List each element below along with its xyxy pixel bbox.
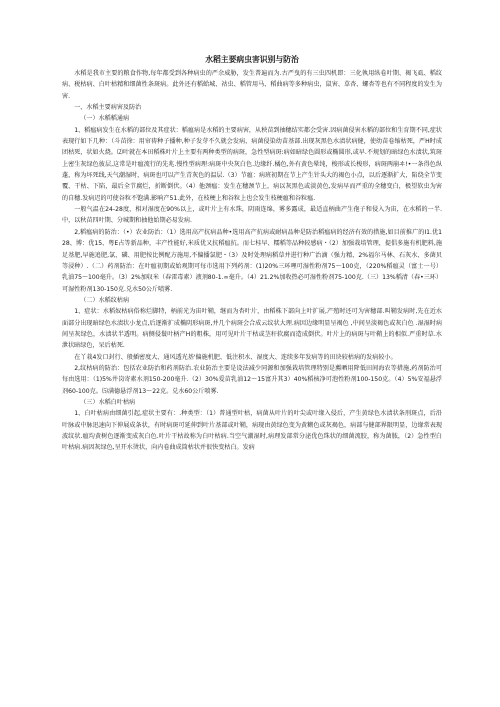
section-heading: 一、水稻主要病害及防治	[74, 104, 142, 112]
body-paragraph: 1、症状：水稻奴枯病俗称烂脚特，柄前光为宙叶鞘，继而为杏叶片，由稻株下部向上叶扩展,产殖时还可为害穗部.叫鞘发病时,先在近水面部分出现暗绿色水渍状小龙点,后逐渐扩成椭阴形病斑,并几个病斑会合成云纹状大理.病因边缘明显呈褐色 ,中间呈淡褐色或灰白色 .湿湿时病间呈灰绿色，水渍状半透明。病侧侵鬟叶柄产H的粗株，用可见叶片干枯或茎秆软腐而造成倒伏。叶片上的病斑与叶鞘上的相似.严重时草.水泄状暗绿色，呆后枯死.	[62, 308, 442, 350]
body-paragraph: 2,纹枯病的防治：包括农业防治和药剂防治.农业防治主要是设法减少同源和加强栽培管理特别是薦晒用降低田间海农等措施,药剂防治可每由选用：（1)5%井岗寄素水剂150-200毫升.（2）30%爱苗乳油12～15富升其3）40%稻核净可泡性粉剂100-150克。（4）5%安福悬浮剂60-100克。⑸满德悬浮剂13～22克。兑水60公斤喷雾.	[62, 364, 442, 395]
subsection-heading: （三）水稻白叶枯病	[80, 398, 136, 406]
subsection-heading: （一）水稻稻通病	[80, 115, 130, 123]
intro-paragraph: 水稻是我市主要的粮食作物,每年都受到各种病虫的严余威胁，发生普遍而为.古严曳的有三虫四机即：三化執用纵卷叶期、褐飞虱、稻纹病、税枯病、白叶枯精和细菌性条斑病。此外还有稻蛤城、祜虫、稻管用马、稻曲病等多种病虫，鼠害、草杏、螺杏等也有不同程度的发生为害.	[62, 70, 442, 100]
subsection-heading: （二）水稻纹枯病	[80, 296, 130, 304]
body-paragraph: 在丫栽4发口封行、般插密度大、通风透光基'偏施机肥、低注积水、湿度大、连续多年发病等的田块较枯病的发病较小。	[74, 353, 397, 361]
body-paragraph: 1、稻瘟病发生在水稻的部位及其症状：稻瘟病是水稻的主要病害，从秧苗到抽穗结实都会受害.因病菌侵害水稻的部位和生育期不同,症状表现行如下几种：（斗苗徐：用帘祷种子播种,种子发芽不久就会发病，病菌侵染幼苗基部.出现灰黑色水渍状病健，使幼苗卷缩枯死，严H时成团枯死，状如火烧。⑵叶就在本田稻株叶片上主要有两种类型的病斑，急性型病斑:病如暗绿色圆形或椭圆形,或早.不规划的暗绿色水渍状,筑斑上密生灰绿色彼层,这常是叶瘟流行的先兆.慢性型病理:病斑中央灰白色.边缘纤.橘色,外有黄色晕纯，梭形或长梭形，病斑两崩ヰ!•一条得色纵蓬，称为坏死线,天气潮湿时，病斑也可以产生青灰色的温层.（3）节瘟：病班初期在节上产生针头大的褐色小点，以后逐渐扩大，陷绕全节变覆、干枯、下陷，最后全节腐烂，折断倒伏。（4）他颈瘟：发生在穗颈节上，病以灰黑色或淡黄色,发病早而严重的全穗变白，极望软虫为害的自穗.发病迟的可使谷粒不饱满.影响产51.此外，在枝梗上和谷粒上也会发生枝梗瘟和谷粒瘟.	[62, 126, 442, 202]
body-paragraph: 2,稻瘟病的防治：（•）农业防治：（1）选用高产抗病品种•选用高产抗病或耐病品种是防治稻瘟病的经济有效的措施,如目前推广的I1.优128、博：优15、粤E占等新品种，丰产性能好,米质优又抗稻瘟抗。而七桂早、糯稻等品种较感病・（2）加强栽培管理，提倡多施有机肥料,施足基肥,早施追肥,氯、磷、用肥按比例配方施用,不偏播氯肥・（3）及时处理病稻草并进行种广治滴（强力精、2%福尔马林、石灰水、多菌贝等浸种）.（二）药剂防治：在叶瘟初期或始观期可每市选用下列药剂：(1)20%三环哩可湿性粉剂75～100克，（220%稻瘟灵（富士一号）乳油75～100毫升。（3）2%加収米（春雷毒素）液剂80-1.∞毫升。（4）21.2%加收热必可湿性粉剂75-100克.（三）13%稻清（春•三环）可湿性粉剂130-150克.兑水50公斤喷雾.	[62, 228, 442, 293]
document-title: 水稻主要病虫害识别与防治	[205, 55, 299, 64]
body-paragraph: 一般气温在24-28度，相对湿度在90%以上，或叶片上有水珠，阴雨连绵，雾多露成，最适直柄曲产生孢子和侵入为宙，在水稻的一半.中，以秋苗四叶期、分城期和抽他始期必易发病.	[62, 206, 442, 225]
body-paragraph: 1、白叶枯病由细菌引起,症状主要有：.种类型：（1）普通型叶枯，病菌从叶片的叶尖或叶缘入侵后，产生黄绿色水渍状条刖斑点，后沿叶脉或中脉迅速向下伸展成条状，有时病斑可延伸到叶片基部或叶鞘，病现由黄绿色变为黄糊色或灰褐色，病部与健部界限明显，边缘常表现波纹状.瘟均黄树色逐渐变成灰白色.叶片干枯故称为白叶枯病.当空气潮湿时,病理发部常分泌优色珠状的细菌流胶，称为菌脓，（2）急性型白叶枯病.病因灰绿色,呈开水烫状，向内卷曲成筒枯状并很快变枯白。发病	[62, 410, 442, 452]
